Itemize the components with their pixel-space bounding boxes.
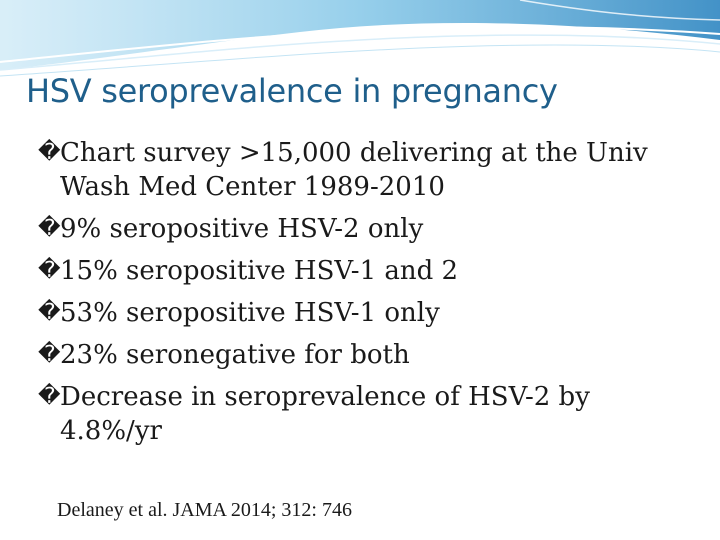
bullet-marker: � — [38, 300, 61, 325]
bullet-item — [38, 338, 698, 372]
bullet-marker: � — [38, 216, 61, 241]
bullet-text: 15% seropositive HSV-1 and 2 — [60, 256, 459, 286]
bullet-text: Chart survey >15,000 delivering at the Univ Wash Med Center 1989-2010 — [60, 138, 648, 202]
bullet-item — [38, 212, 698, 246]
bullet-text: 53% seropositive HSV-1 only — [60, 298, 440, 328]
bullet-marker: � — [38, 140, 61, 165]
bullet-text: Decrease in seroprevalence of HSV-2 by 4.8%/yr — [60, 382, 590, 446]
bullet-item — [38, 136, 698, 204]
bullet-item — [38, 380, 698, 448]
bullet-item — [38, 296, 698, 330]
citation: Delaney et al. JAMA 2014; 312: 746 — [57, 499, 352, 521]
bullet-marker: � — [38, 342, 61, 367]
bullet-list — [38, 136, 698, 456]
slide-title: HSV seroprevalence in pregnancy — [26, 72, 558, 110]
bullet-marker: � — [38, 384, 61, 409]
bullet-marker: � — [38, 258, 61, 283]
bullet-text: 9% seropositive HSV-2 only — [60, 214, 424, 244]
bullet-item — [38, 254, 698, 288]
bullet-text: 23% seronegative for both — [60, 340, 410, 370]
